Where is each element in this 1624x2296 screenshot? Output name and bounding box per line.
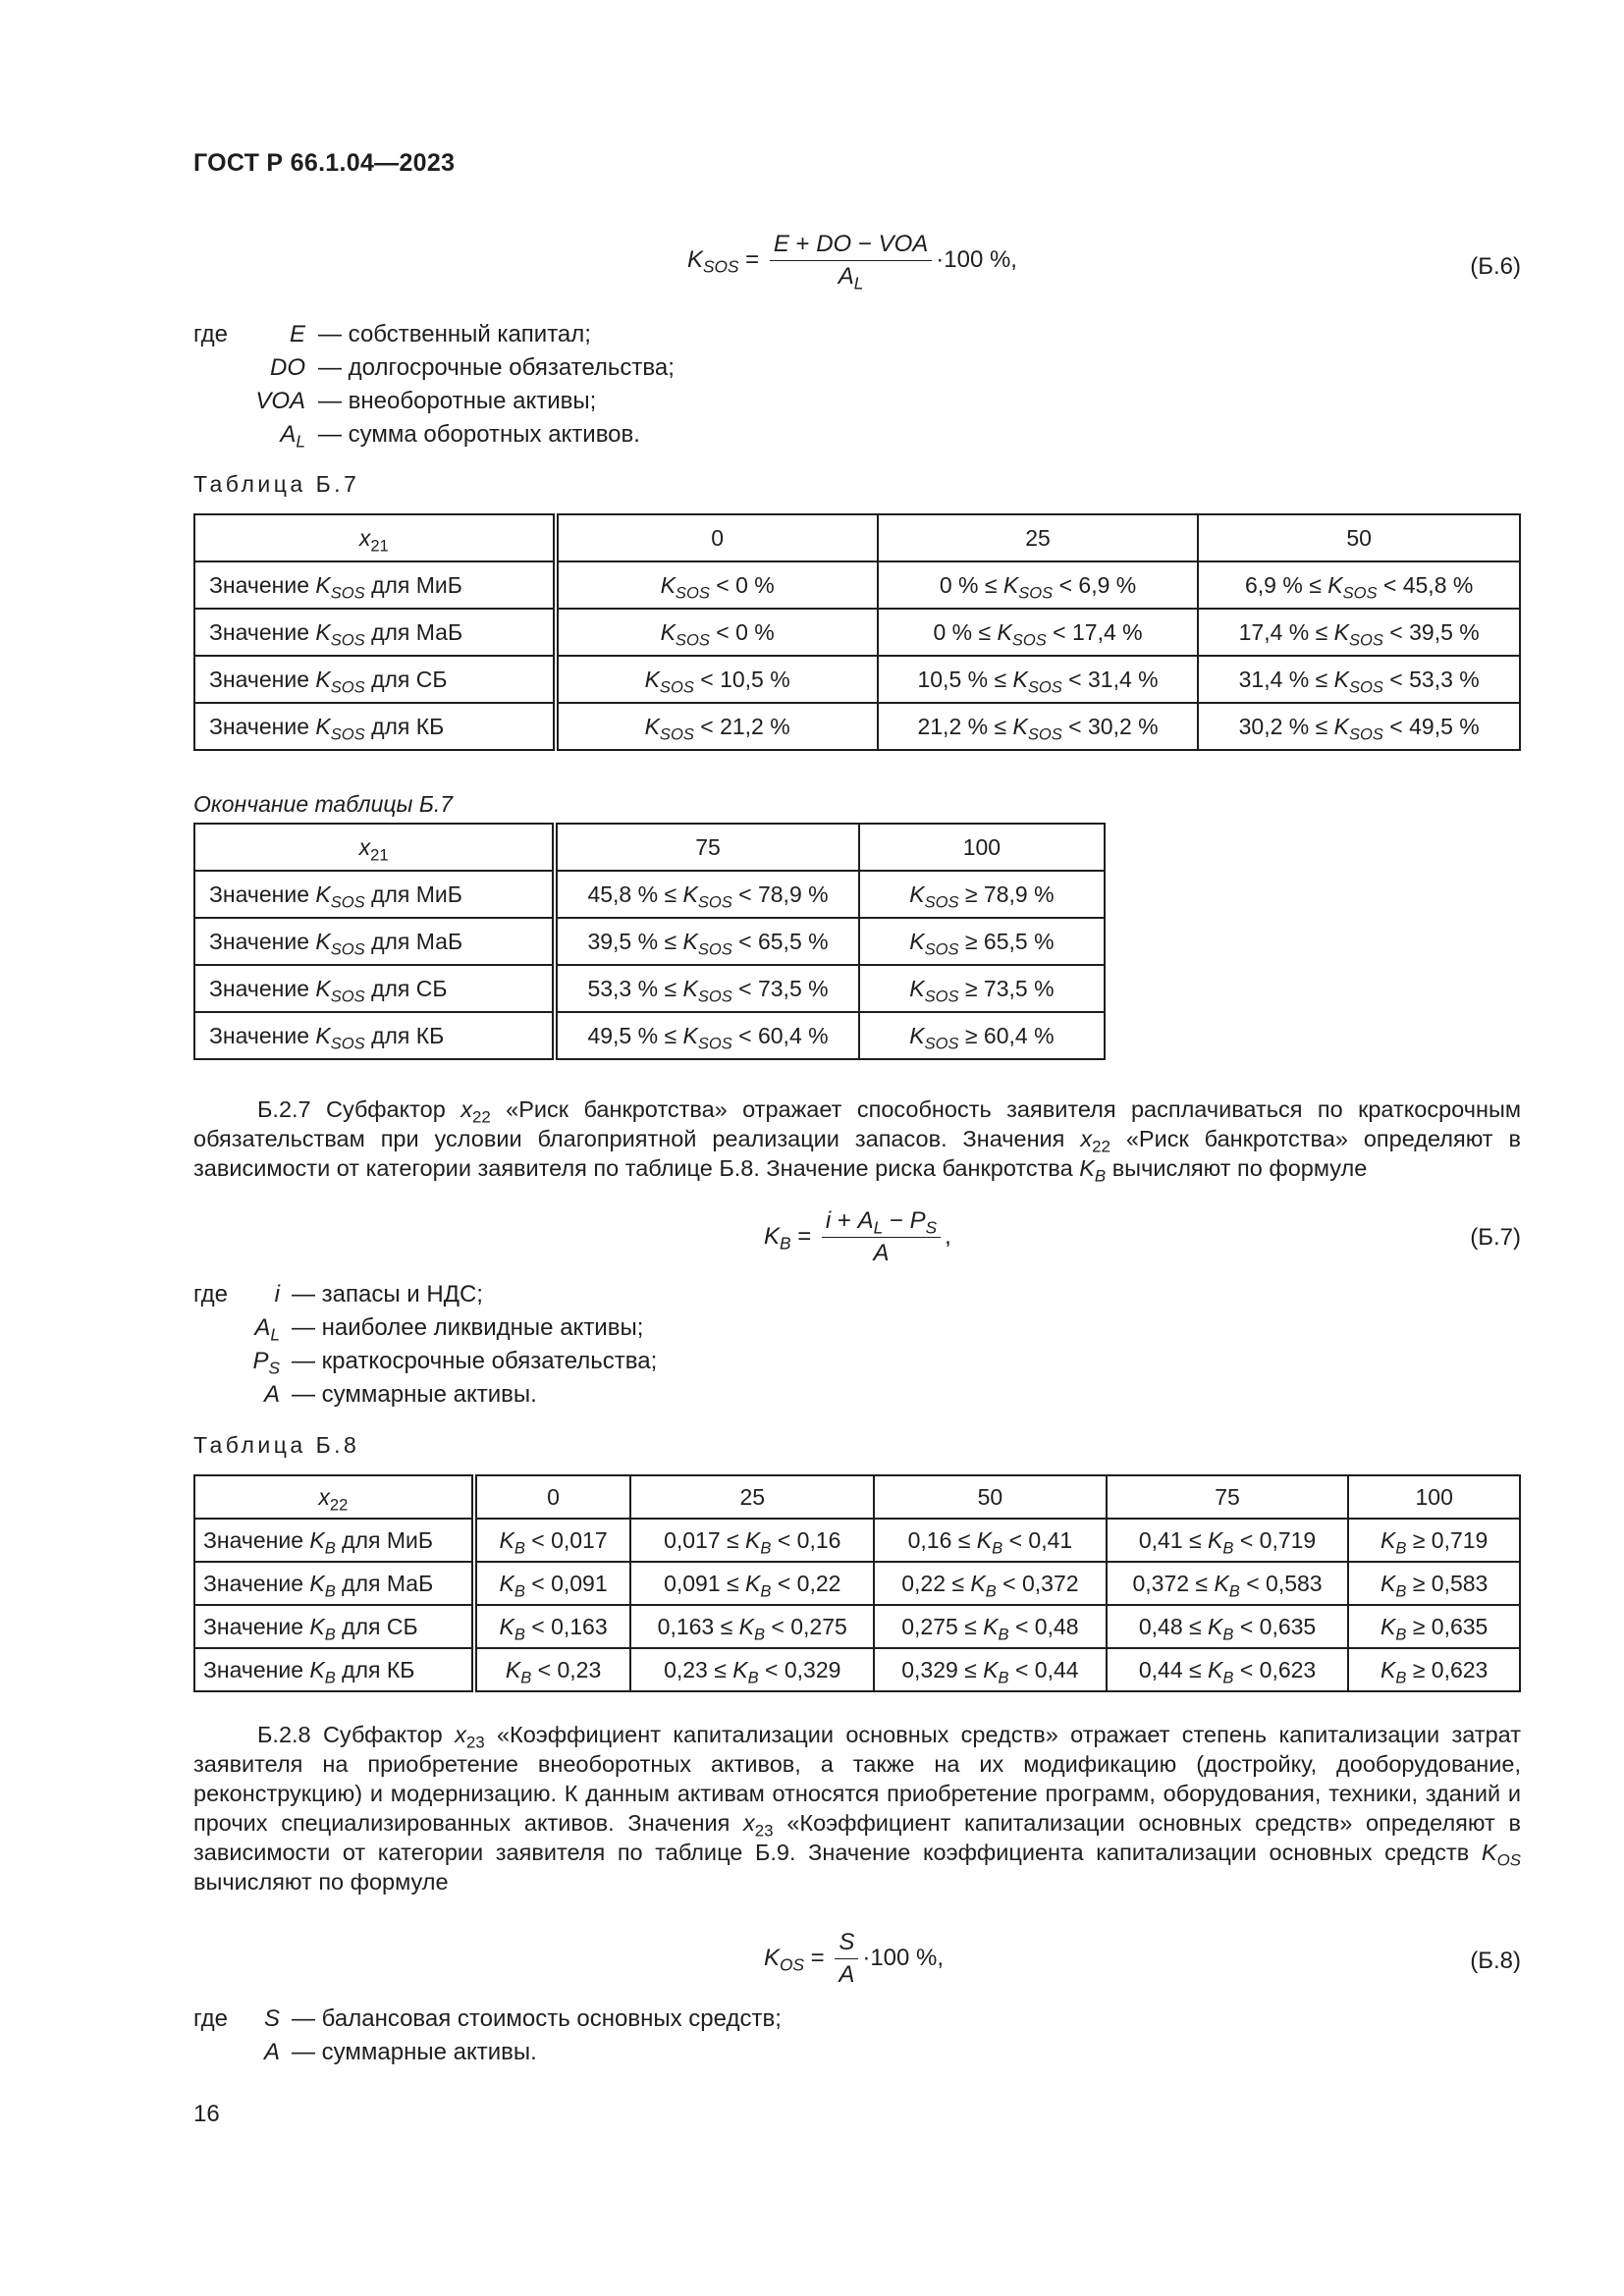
header-cell: $x_{21}$	[194, 824, 555, 871]
formula-lhs-sub: SOS	[703, 256, 739, 277]
table-cell: $0,017 \le K_B < 0,16$	[630, 1519, 874, 1562]
table-cell: $0,23 \le K_B < 0,329$	[630, 1648, 874, 1691]
header-cell: 75	[1107, 1475, 1349, 1519]
table-header-row	[194, 1475, 1520, 1519]
formula-b8: $K_{OS}$ = $\frac{S}{A}$ ·100 %,	[764, 1929, 945, 1988]
formula-b6	[687, 231, 1017, 294]
table-row	[194, 918, 1105, 965]
row-label: Значение $K_B$ для СБ	[194, 1605, 474, 1648]
table-cell: 39,5 % ≤ $K_{SOS} < 65,5$ %	[555, 918, 859, 965]
header-cell: 100	[1348, 1475, 1520, 1519]
table-cell: 21,2 % ≤ $K_{SOS} < 30,2$ %	[878, 703, 1199, 750]
table-cell: 30,2 % ≤ $K_{SOS} < 49,5$ %	[1198, 703, 1520, 750]
table-cell: $0,41 \le K_B < 0,719$	[1107, 1519, 1349, 1562]
table-cell: $K_{SOS} < 0$ %	[556, 561, 878, 609]
table-cell: $K_B \ge 0,719$	[1348, 1519, 1520, 1562]
formula-tail: ·100 %,	[936, 245, 1017, 273]
table-row	[194, 1519, 1520, 1562]
fraction	[770, 231, 932, 294]
row-label: Значение $K_{SOS}$ для МиБ	[194, 871, 555, 918]
table-b8	[193, 1474, 1521, 1692]
table-cell: 0 % ≤ $K_{SOS} < 6,9$ %	[878, 561, 1199, 609]
header-cell: 100	[859, 824, 1105, 871]
table-row	[194, 1562, 1520, 1605]
table-row	[194, 703, 1520, 750]
table-row	[194, 609, 1520, 656]
where-list-b6: где E — собственный капитал; DO — долгосрочные обязательства; VOA — внеоборотные активы; $A_L$ — сумма оборотных активов.	[193, 318, 979, 452]
row-label: Значение $K_{SOS}$ для СБ	[194, 965, 555, 1012]
equation-number-b8: (Б.8)	[1470, 1948, 1521, 1974]
table-row	[194, 871, 1105, 918]
table-b7-end	[193, 823, 1106, 1060]
table-cell: $0,48 \le K_B < 0,635$	[1107, 1605, 1349, 1648]
table-row	[194, 1648, 1520, 1691]
row-label: Значение $K_{SOS}$ для МаБ	[194, 609, 556, 656]
where-item: — собственный капитал;	[318, 321, 591, 347]
table-cell: $0,091 \le K_B < 0,22$	[630, 1562, 874, 1605]
table-cell: $K_{SOS} \ge 73,5$ %	[859, 965, 1105, 1012]
fraction	[822, 1207, 941, 1267]
where-item: — сумма оборотных активов.	[318, 421, 640, 448]
row-label: Значение $K_{SOS}$ для КБ	[194, 703, 556, 750]
table-cell: 0 % ≤ $K_{SOS} < 17,4$ %	[878, 609, 1199, 656]
table-cell: $K_B < 0,163$	[474, 1605, 631, 1648]
fraction	[835, 1929, 858, 1989]
fraction-denominator: A	[873, 1240, 890, 1266]
table-cell: $0,163 \le K_B < 0,275$	[630, 1605, 874, 1648]
table-b7	[193, 513, 1521, 751]
table-cell: $K_{SOS} \ge 78,9$ %	[859, 871, 1105, 918]
header-cell: 75	[555, 824, 859, 871]
where-item: — долгосрочные обязательства;	[318, 354, 675, 381]
table-cell: $K_B \ge 0,623$	[1348, 1648, 1520, 1691]
fraction-numerator: S	[835, 1929, 858, 1959]
document-header: ГОСТ Р 66.1.04—2023	[193, 149, 456, 177]
paragraph-b27: Б.2.7 Субфактор $x_{22}$ «Риск банкротства» отражает способность заявителя расплачиваться по краткосрочным обязательствам при условии благоприятной реализации запасов. Значения $x_{22}$ «Риск банкротства» определяют в зависимости от категории заявителя по таблице Б.8. Значение риска банкротства $K_B$ вычисляют по формуле	[193, 1096, 1521, 1186]
table-header-row	[194, 514, 1520, 561]
table-cell: 49,5 % ≤ $K_{SOS} < 60,4$ %	[555, 1012, 859, 1059]
table-cell: $0,329 \le K_B < 0,44$	[874, 1648, 1107, 1691]
table-row	[194, 965, 1105, 1012]
page-number: 16	[193, 2101, 220, 2127]
table-cell: $K_{SOS} \ge 65,5$ %	[859, 918, 1105, 965]
table-cell: 45,8 % ≤ $K_{SOS} < 78,9$ %	[555, 871, 859, 918]
table-cell: $0,275 \le K_B < 0,48$	[874, 1605, 1107, 1648]
table-cell: $K_{SOS} \ge 60,4$ %	[859, 1012, 1105, 1059]
header-cell: 0	[474, 1475, 631, 1519]
table-cell: $K_B < 0,091$	[474, 1562, 631, 1605]
header-cell: 50	[1198, 514, 1520, 561]
fraction-numerator: $i + A_L - P_S$	[822, 1207, 941, 1238]
row-label: Значение $K_B$ для МиБ	[194, 1519, 474, 1562]
table-row	[194, 1605, 1520, 1648]
table-cell: $K_B \ge 0,583$	[1348, 1562, 1520, 1605]
paragraph-b28: Б.2.8 Субфактор $x_{23}$ «Коэффициент капитализации основных средств» отражает степень капитализации затрат заявителя на приобретение внеоборотных активов, а также на их модификацию (достройку, дооборудование, реконструкцию) и модернизацию. К данным активам относятся приобретение программ, оборудования, техники, зданий и прочих специализированных активов. Значения $x_{23}$ «Коэффициент капитализации основных средств» определяют в зависимости от категории заявителя по таблице Б.9. Значение коэффициента капитализации основных средств $K_{OS}$ вычисляют по формуле	[193, 1722, 1521, 1895]
equation-number-b6: (Б.6)	[1470, 253, 1521, 280]
where-list-b7: где i — запасы и НДС; $A_L$ — наиболее ликвидные активы; $P_S$ — краткосрочные обязательства; A — суммарные активы.	[193, 1281, 658, 1408]
table-cell: $0,372 \le K_B < 0,583$	[1107, 1562, 1349, 1605]
table-cell: $K_B < 0,23$	[474, 1648, 631, 1691]
table-cell: 31,4 % ≤ $K_{SOS} < 53,3$ %	[1198, 656, 1520, 703]
header-cell: $x_{22}$	[194, 1475, 474, 1519]
header-cell: 25	[630, 1475, 874, 1519]
table-row	[194, 561, 1520, 609]
where-list-b8: где S — балансовая стоимость основных средств; A — суммарные активы.	[193, 2005, 782, 2065]
formula-lhs: K	[687, 245, 704, 273]
table-cell: $0,22 \le K_B < 0,372$	[874, 1562, 1107, 1605]
equation-number-b7: (Б.7)	[1470, 1224, 1521, 1251]
table-cell: $K_{SOS} < 21,2$ %	[556, 703, 878, 750]
table-row	[194, 1012, 1105, 1059]
row-label: Значение $K_{SOS}$ для МаБ	[194, 918, 555, 965]
fraction-denominator: $A_L$	[838, 263, 864, 294]
where-lead: где	[193, 321, 229, 347]
table-cell: 6,9 % ≤ $K_{SOS} < 45,8$ %	[1198, 561, 1520, 609]
table-cell: $K_{SOS} < 10,5$ %	[556, 656, 878, 703]
table-caption-b7: Таблица Б.7	[193, 471, 360, 497]
row-label: Значение $K_B$ для МаБ	[194, 1562, 474, 1605]
table-cell: $K_B < 0,017$	[474, 1519, 631, 1562]
fraction-denominator: A	[839, 1961, 855, 1988]
header-cell: 50	[874, 1475, 1107, 1519]
table-cell: 53,3 % ≤ $K_{SOS} < 73,5$ %	[555, 965, 859, 1012]
row-label: Значение $K_{SOS}$ для КБ	[194, 1012, 555, 1059]
where-item: — внеоборотные активы;	[318, 388, 597, 414]
header-cell: 25	[878, 514, 1199, 561]
table-cell: $K_{SOS} < 0$ %	[556, 609, 878, 656]
header-cell: $x_{21}$	[194, 514, 556, 561]
row-label: Значение $K_{SOS}$ для СБ	[194, 656, 556, 703]
table-caption-b8: Таблица Б.8	[193, 1432, 360, 1458]
table-caption-b7-end: Окончание таблицы Б.7	[193, 791, 454, 817]
table-header-row	[194, 824, 1105, 871]
equals-sign: =	[745, 245, 760, 273]
row-label: Значение $K_{SOS}$ для МиБ	[194, 561, 556, 609]
table-cell: $0,16 \le K_B < 0,41$	[874, 1519, 1107, 1562]
formula-b7: $K_B$ = $\frac{i + A_L - P_S}{A}$ ,	[764, 1207, 951, 1266]
table-cell: $K_B \ge 0,635$	[1348, 1605, 1520, 1648]
table-cell: 17,4 % ≤ $K_{SOS} < 39,5$ %	[1198, 609, 1520, 656]
table-row	[194, 656, 1520, 703]
fraction-numerator: E + DO − VOA	[770, 231, 932, 261]
row-label: Значение $K_B$ для КБ	[194, 1648, 474, 1691]
table-cell: $0,44 \le K_B < 0,623$	[1107, 1648, 1349, 1691]
table-cell: 10,5 % ≤ $K_{SOS} < 31,4$ %	[878, 656, 1199, 703]
header-cell: 0	[556, 514, 878, 561]
